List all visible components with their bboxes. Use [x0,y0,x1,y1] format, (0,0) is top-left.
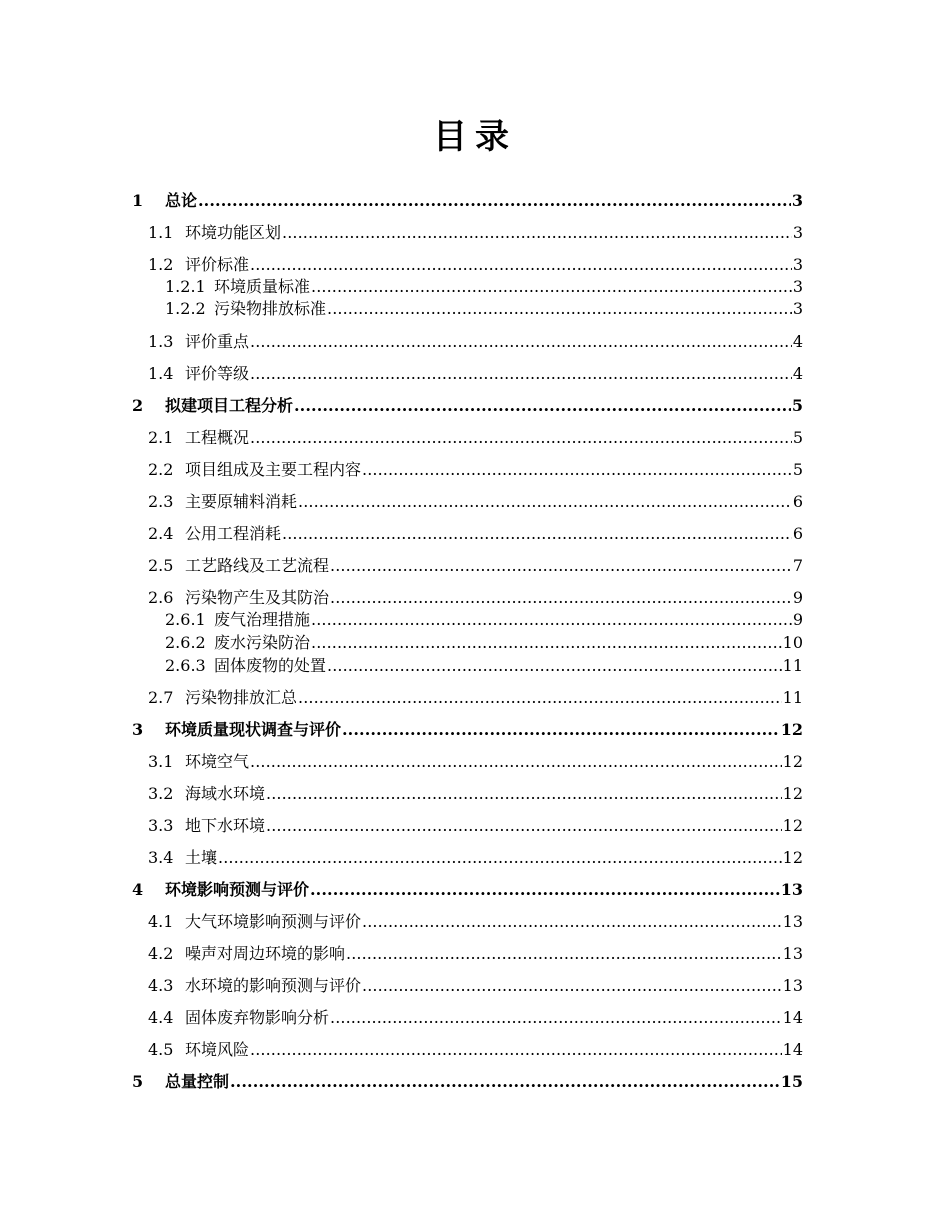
toc-entry[interactable] [148,975,803,997]
toc-entry-number: 3.1 [148,752,174,771]
toc-entry-number: 4.5 [148,1040,174,1059]
toc-entry-number: 2.6 [148,588,174,607]
toc-leader-dots [310,879,780,901]
toc-entry-title: 环境功能区划 [185,223,282,242]
toc-leader-dots [327,298,792,320]
toc-entry-page: 12 [782,752,803,771]
toc-entry-page: 14 [782,1008,803,1027]
toc-entry-page: 13 [782,912,803,931]
toc-entry-title: 环境质量现状调查与评价 [165,720,342,739]
toc-entry-number: 1.3 [148,332,174,351]
toc-leader-dots [342,719,780,741]
toc-entry-page: 11 [782,656,803,675]
toc-entry-page: 15 [780,1072,803,1091]
toc-entry-title: 公用工程消耗 [185,524,282,543]
toc-leader-dots [298,491,792,513]
toc-entry-number: 3.3 [148,816,174,835]
toc-entry[interactable] [165,609,803,631]
toc-entry-number: 2.2 [148,460,174,479]
toc-entry[interactable] [132,395,803,417]
toc-entry-title: 评价等级 [185,364,250,383]
toc-entry-title: 污染物产生及其防治 [185,588,330,607]
toc-entry[interactable] [165,298,803,320]
toc-entry-number: 2.6.1 [165,610,206,629]
toc-entry-page: 14 [782,1040,803,1059]
toc-entry[interactable] [132,879,803,901]
toc-entry-title: 水环境的影响预测与评价 [185,976,362,995]
toc-entry-title: 总量控制 [165,1072,230,1091]
toc-entry-number: 1 [132,191,144,210]
toc-entry-title: 项目组成及主要工程内容 [185,460,362,479]
toc-entry-title: 废气治理措施 [214,610,311,629]
toc-entry-page: 5 [792,460,803,479]
toc-entry-page: 10 [782,633,803,652]
toc-entry[interactable] [132,1071,803,1093]
toc-entry-page: 5 [792,428,803,447]
toc-entry-page: 12 [780,720,803,739]
toc-entry-number: 2.7 [148,688,174,707]
toc-leader-dots [346,943,782,965]
toc-entry-page: 4 [792,332,803,351]
toc-entry[interactable] [165,655,803,677]
toc-entry[interactable] [148,1007,803,1029]
toc-leader-dots [250,751,782,773]
toc-entry-page: 3 [792,277,803,296]
toc-leader-dots [311,276,792,298]
toc-entry-title: 工艺路线及工艺流程 [185,556,330,575]
toc-entry[interactable] [148,751,803,773]
toc-entry-number: 4.2 [148,944,174,963]
toc-entry-number: 2.1 [148,428,174,447]
toc-leader-dots [327,655,782,677]
toc-entry-title: 海域水环境 [185,784,266,803]
toc-entry-number: 2.4 [148,524,174,543]
toc-entry-title: 污染物排放汇总 [185,688,298,707]
toc-entry-number: 1.1 [148,223,174,242]
toc-entry[interactable] [148,523,803,545]
toc-leader-dots [218,847,782,869]
toc-entry-title: 总论 [165,191,198,210]
toc-entry-page: 3 [791,191,803,210]
toc-leader-dots [311,632,782,654]
toc-entry-title: 环境质量标准 [214,277,311,296]
toc-entry-title: 环境空气 [185,752,250,771]
toc-entry-number: 1.2.2 [165,299,206,318]
toc-entry[interactable] [148,427,803,449]
toc-leader-dots [250,254,792,276]
toc-entry-number: 2.5 [148,556,174,575]
toc-entry-title: 大气环境影响预测与评价 [185,912,362,931]
toc-leader-dots [250,331,792,353]
toc-entry-number: 3.2 [148,784,174,803]
toc-entry[interactable] [148,783,803,805]
toc-entry[interactable] [148,459,803,481]
toc-leader-dots [330,1007,782,1029]
toc-entry-number: 1.2.1 [165,277,206,296]
toc-entry-page: 3 [792,223,803,242]
toc-entry-page: 4 [792,364,803,383]
toc-leader-dots [330,587,792,609]
toc-entry[interactable] [148,331,803,353]
toc-entry-title: 环境影响预测与评价 [165,880,310,899]
toc-title: 目录 [433,117,517,157]
toc-leader-dots [282,523,792,545]
toc-entry-number: 4.1 [148,912,174,931]
toc-entry-page: 6 [792,524,803,543]
toc-leader-dots [250,1039,782,1061]
toc-entry[interactable] [148,491,803,513]
toc-entry-title: 噪声对周边环境的影响 [185,944,346,963]
toc-entry-number: 4.3 [148,976,174,995]
toc-entry[interactable] [132,719,803,741]
toc-entry-page: 5 [791,396,803,415]
toc-entry-page: 9 [792,610,803,629]
toc-leader-dots [282,222,792,244]
toc-entry[interactable] [148,555,803,577]
toc-entry-number: 2.6.3 [165,656,206,675]
toc-leader-dots [362,911,782,933]
toc-entry-page: 12 [782,816,803,835]
toc-entry-page: 7 [792,556,803,575]
toc-leader-dots [311,609,792,631]
toc-entry-number: 4.4 [148,1008,174,1027]
toc-entry-number: 2.3 [148,492,174,511]
toc-entry-page: 11 [782,688,803,707]
toc-leader-dots [266,815,782,837]
toc-leader-dots [298,687,782,709]
toc-leader-dots [250,363,792,385]
toc-entry-title: 评价标准 [185,255,250,274]
toc-entry[interactable] [148,587,803,609]
toc-entry[interactable] [165,276,803,298]
toc-entry-number: 1.4 [148,364,174,383]
toc-leader-dots [362,975,782,997]
toc-entry[interactable] [132,190,803,212]
toc-entry-title: 评价重点 [185,332,250,351]
toc-entry[interactable] [148,222,803,244]
toc-entry[interactable] [148,254,803,276]
toc-entry-page: 9 [792,588,803,607]
toc-entry-number: 5 [132,1072,144,1091]
toc-entry-page: 3 [792,255,803,274]
toc-leader-dots [362,459,792,481]
toc-entry-title: 工程概况 [185,428,250,447]
toc-entry-title: 拟建项目工程分析 [165,396,294,415]
toc-entry[interactable] [148,943,803,965]
toc-entry-number: 2.6.2 [165,633,206,652]
toc-entry[interactable] [148,363,803,385]
toc-entry-title: 主要原辅料消耗 [185,492,298,511]
toc-entry[interactable] [148,847,803,869]
toc-entry-page: 13 [782,944,803,963]
toc-entry-page: 12 [782,848,803,867]
toc-entry-page: 3 [792,299,803,318]
toc-entry-title: 污染物排放标准 [214,299,327,318]
toc-entry-title: 固体废物的处置 [214,656,327,675]
toc-entry-title: 土壤 [185,848,218,867]
toc-entry-number: 1.2 [148,255,174,274]
toc-leader-dots [230,1071,780,1093]
toc-entry-page: 6 [792,492,803,511]
toc-entry[interactable] [148,911,803,933]
toc-entry[interactable] [148,815,803,837]
toc-entry-title: 固体废弃物影响分析 [185,1008,330,1027]
toc-leader-dots [330,555,792,577]
toc-entry-title: 地下水环境 [185,816,266,835]
toc-entry-number: 4 [132,880,144,899]
toc-leader-dots [198,190,791,212]
toc-entry-number: 2 [132,396,144,415]
toc-leader-dots [294,395,791,417]
toc-leader-dots [266,783,782,805]
toc-entry-number: 3 [132,720,144,739]
toc-entry-page: 12 [782,784,803,803]
toc-entry-number: 3.4 [148,848,174,867]
toc-entry-page: 13 [780,880,803,899]
toc-entry[interactable] [148,687,803,709]
toc-entry-page: 13 [782,976,803,995]
toc-entry-title: 环境风险 [185,1040,250,1059]
toc-entry[interactable] [165,632,803,654]
toc-leader-dots [250,427,792,449]
toc-entry-title: 废水污染防治 [214,633,311,652]
toc-entry[interactable] [148,1039,803,1061]
